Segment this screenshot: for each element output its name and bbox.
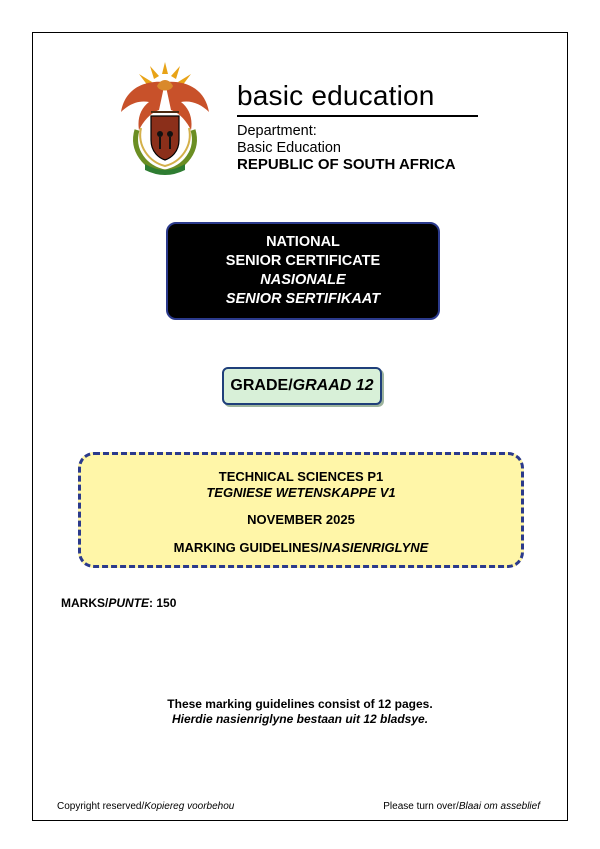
- subject-box: [78, 452, 524, 568]
- department-label: Department:: [237, 123, 317, 139]
- guidelines-af: NASIENRIGLYNE: [322, 540, 429, 555]
- coat-of-arms-logo: [115, 60, 215, 180]
- subject-title: TECHNICAL SCIENCES P1: [218, 469, 384, 484]
- footer-turn-over-en: Please turn over/: [383, 801, 459, 812]
- footer-copyright-en: Copyright reserved/: [57, 801, 145, 812]
- guidelines-en: MARKING GUIDELINES/: [173, 540, 323, 555]
- department-title: basic education: [237, 80, 435, 111]
- grade-label: GRADE/: [230, 377, 293, 394]
- certificate-line-nasionale: NASIONALE: [260, 272, 346, 288]
- certificate-box: [166, 222, 440, 320]
- guidelines-label: [81, 540, 521, 555]
- subject-title-af: TEGNIESE WETENSKAPPE V1: [206, 485, 396, 500]
- marks-label: MARKS/: [61, 596, 109, 610]
- grade-box: [222, 367, 382, 405]
- department-title-underline: [237, 115, 478, 117]
- certificate-line-senior-sertifikaat: SENIOR SERTIFIKAAT: [225, 291, 381, 307]
- page-count-note: These marking guidelines consist of 12 pages.: [167, 697, 433, 711]
- grade-label-af: GRAAD 12: [292, 377, 374, 394]
- certificate-line-national: NATIONAL: [266, 234, 340, 250]
- page-count-note-af: Hierdie nasienriglyne bestaan uit 12 bladsye.: [171, 712, 429, 726]
- footer-copyright: [57, 801, 234, 812]
- marks-label-af: PUNTE: [108, 596, 150, 610]
- marks-total: [61, 596, 176, 610]
- department-name: Basic Education: [237, 140, 341, 156]
- country-name: REPUBLIC OF SOUTH AFRICA: [237, 156, 456, 173]
- marks-value: : 150: [149, 596, 177, 610]
- footer-turn-over-af: Blaai om asseblief: [458, 801, 540, 812]
- certificate-line-senior-certificate: SENIOR CERTIFICATE: [225, 253, 381, 269]
- footer-copyright-af: Kopiereg voorbehou: [144, 801, 235, 812]
- exam-date: NOVEMBER 2025: [247, 512, 355, 527]
- footer-turn-over: [383, 801, 540, 812]
